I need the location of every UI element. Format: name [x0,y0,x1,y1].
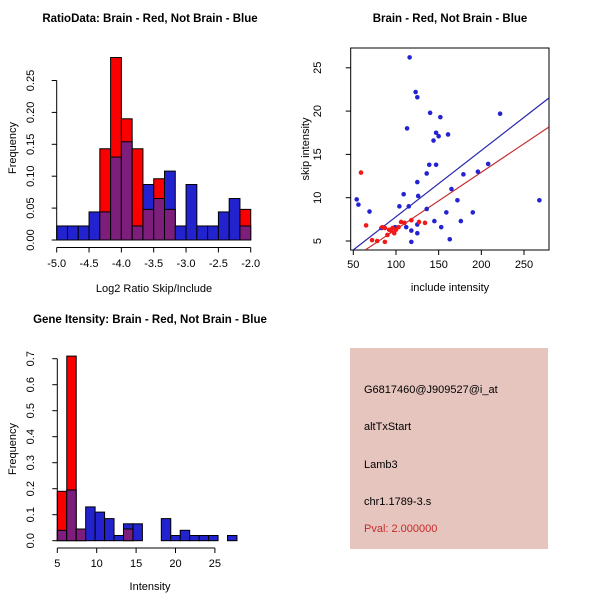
y-tick-label: 0.05 [25,197,37,219]
x-tick-label: 150 [429,259,448,271]
x-tick-label: -2.5 [208,258,228,270]
hist-bar-overlap [132,226,143,240]
gene-hist-title: Gene Itensity: Brain - Red, Not Brain - Blue [33,314,267,326]
scatter-point-not-brain [354,197,359,202]
scatter-point-not-brain [438,115,443,120]
scatter-point-not-brain [415,95,420,100]
y-tick-label: 20 [312,104,324,118]
x-tick-label: 10 [90,558,103,570]
x-tick-label: 5 [54,558,61,570]
gene-hist-xlabel: Intensity [129,581,171,593]
scatter-point-not-brain [416,194,421,199]
scatter-point-not-brain [405,126,410,131]
scatter-point-not-brain [436,134,441,139]
hist-bar [208,226,219,240]
hist-bar [114,536,123,541]
hist-bar [229,199,240,240]
probe-id-text: G6817460@J909527@i_at [364,384,498,396]
scatter-xlabel: include intensity [410,282,490,294]
y-tick-label: 0.15 [25,133,37,156]
scatter-ylabel: skip intensity [300,117,312,181]
scatter-point-brain [402,221,407,226]
scatter-point-not-brain [439,225,444,230]
scatter-point-not-brain [407,55,412,60]
ratio-hist-title: RatioData: Brain - Red, Not Brain - Blue [42,13,258,25]
y-tick-label: 0.7 [25,351,37,367]
x-tick-label: 25 [208,558,222,570]
scatter-point-not-brain [415,180,420,185]
scatter-point-not-brain [428,111,433,116]
y-tick-label: 15 [312,148,324,161]
x-tick-label: 20 [169,558,182,570]
x-tick-label: -4.5 [79,258,99,270]
event-type-text: altTxStart [364,421,412,433]
plot-box [351,48,549,250]
hist-bar [57,226,68,240]
hist-bar-overlap [123,529,132,541]
hist-bar [180,530,189,540]
x-tick-label: 100 [386,259,406,271]
scatter-point-not-brain [404,225,409,230]
x-tick-label: -5.0 [47,258,67,270]
hist-bar [199,536,208,541]
scatter-point-not-brain [459,219,464,224]
gene-info-panel [350,348,548,549]
scatter-point-not-brain [432,219,437,224]
scatter-point-not-brain [537,198,542,203]
y-tick-label: 0.6 [25,377,37,393]
hist-bar-overlap [67,490,76,541]
hist-bar-overlap [165,209,176,240]
y-tick-label: 5 [312,237,324,245]
x-tick-label: 250 [514,259,534,271]
scatter-point-not-brain [401,192,406,197]
hist-bar [218,212,229,240]
scatter-point-brain [409,218,414,223]
scatter-point-not-brain [424,207,429,212]
y-tick-label: 0.25 [25,69,37,92]
y-tick-label: 25 [312,61,324,74]
x-tick-label: -2.0 [241,258,261,270]
y-tick-label: 0.4 [25,429,37,445]
scatter-point-brain [385,233,390,238]
scatter-point-brain [359,170,364,175]
hist-bar-overlap [121,142,132,240]
hist-bar [86,507,95,541]
scatter-point-brain [364,223,369,228]
hist-bar [89,212,100,240]
x-tick-label: 200 [472,259,491,271]
scatter-title: Brain - Red, Not Brain - Blue [372,13,528,25]
scatter-point-not-brain [476,169,481,174]
gene-hist-ylabel: Frequency [7,423,19,475]
x-tick-label: 15 [129,558,143,570]
hist-bar-overlap [143,209,154,240]
scatter-point-brain [396,225,401,230]
hist-bar [175,226,186,240]
scatter-point-not-brain [356,202,361,207]
x-tick-label: -4.0 [111,258,131,270]
pval-text: Pval: 2.000000 [364,523,438,535]
scatter-point-brain [417,220,422,225]
hist-bar-overlap [100,212,111,240]
scatter-point-not-brain [406,204,411,209]
scatter-point-not-brain [444,210,449,215]
ratio-histogram [25,58,260,270]
scatter-point-not-brain [498,111,503,116]
y-tick-label: 0.2 [25,481,37,497]
gene-symbol-text: Lamb3 [364,459,398,471]
scatter-point-not-brain [409,240,414,245]
y-tick-label: 0.0 [25,533,37,549]
y-tick-label: 0.1 [25,507,37,523]
scatter-point-not-brain [427,162,432,167]
hist-bar [78,226,89,240]
scatter-point-not-brain [367,209,372,214]
scatter-point-not-brain [486,162,491,167]
hist-bar [197,226,208,240]
hist-bar [171,536,180,541]
scatter-point-not-brain [413,90,418,95]
hist-bar-overlap [76,529,85,541]
scatter-point-not-brain [446,132,451,137]
scatter-point-brain [423,221,428,226]
scatter-point-not-brain [415,231,420,236]
scatter-point-not-brain [431,138,436,143]
hist-bar [95,512,104,541]
scatter-point-not-brain [447,237,452,242]
y-tick-label: 0.3 [25,455,37,471]
scatter-point-brain [383,226,388,231]
x-tick-label: -3.0 [176,258,196,270]
scatter-point-not-brain [461,172,466,177]
x-tick-label: -3.5 [144,258,164,270]
hist-bar [190,536,199,541]
scatter-point-not-brain [397,204,402,209]
y-tick-label: 0.20 [25,101,37,124]
y-tick-label: 0.5 [25,403,37,419]
scatter-point-not-brain [409,228,414,233]
y-tick-label: 0.10 [25,165,37,187]
scatter-point-brain [370,238,375,243]
y-tick-label: 10 [312,191,324,204]
x-tick-label: 50 [347,259,360,271]
hist-bar [67,226,78,240]
y-tick-label: 0.00 [25,229,37,251]
ratio-hist-ylabel: Frequency [7,122,19,174]
scatter-plot [312,48,549,271]
scatter-point-not-brain [470,210,475,215]
hist-bar-overlap [154,199,165,240]
hist-bar [186,184,197,240]
locus-text: chr1.1789-3.s [364,496,432,508]
hist-bar-overlap [57,530,66,540]
ratio-hist-xlabel: Log2 Ratio Skip/Include [95,283,213,295]
scatter-point-brain [383,240,388,245]
gene-histogram [25,351,237,570]
scatter-point-brain [375,239,380,244]
hist-bar [209,536,218,541]
scatter-point-not-brain [449,187,454,192]
hist-bar-overlap [111,157,122,240]
scatter-point-not-brain [455,198,460,203]
scatter-point-not-brain [424,171,429,176]
hist-bar-overlap [240,226,251,240]
hist-bar [133,524,142,541]
hist-bar [161,519,170,541]
scatter-point-not-brain [434,162,439,167]
hist-bar [105,519,114,541]
hist-bar [228,536,237,541]
